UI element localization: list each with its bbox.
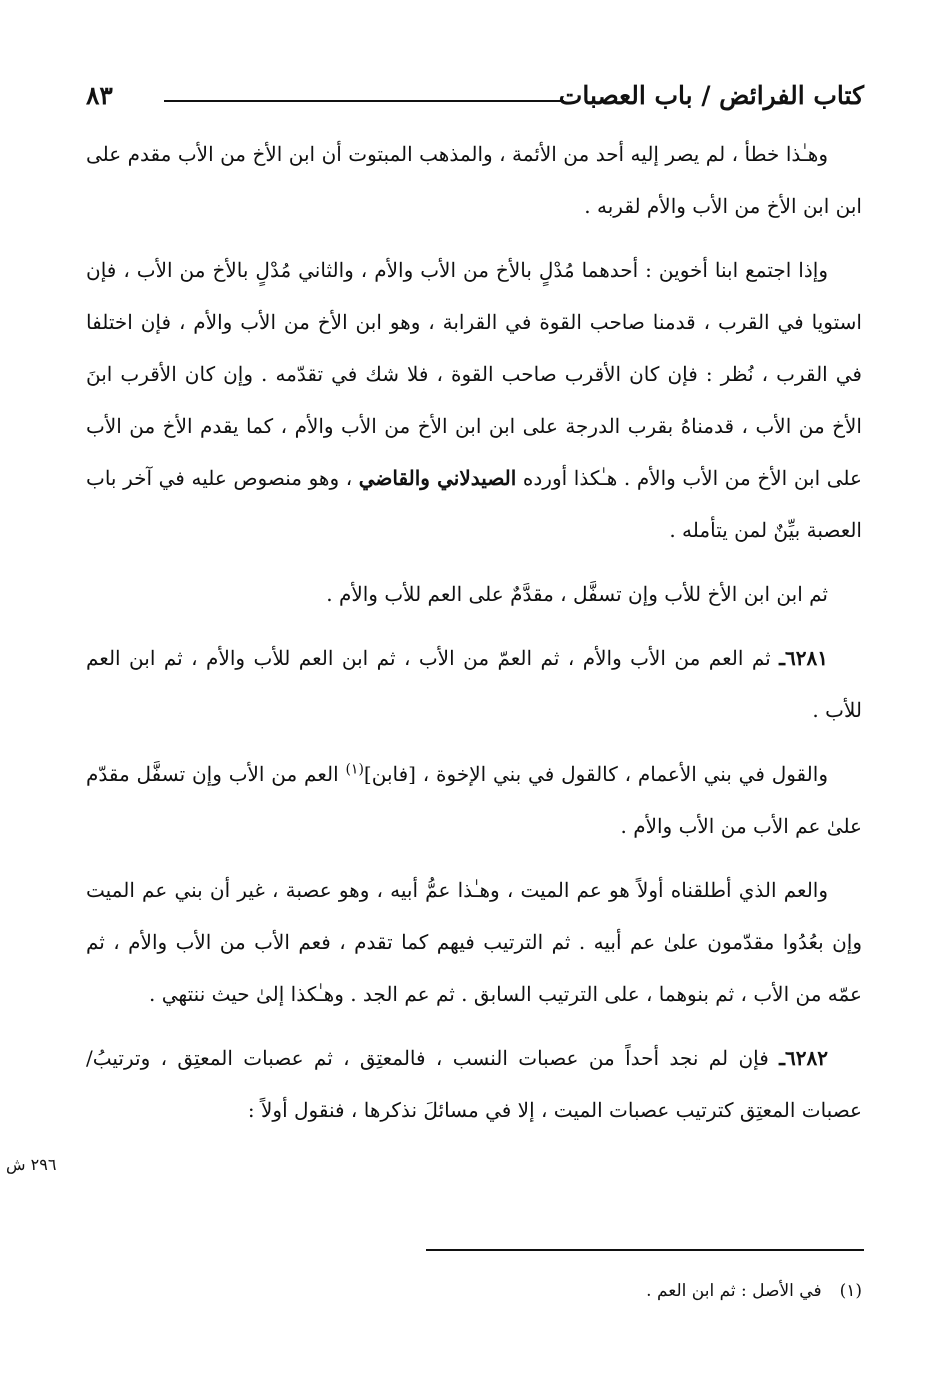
paragraph: [86, 632, 862, 736]
paragraph-text: والعم الذي أطلقناه أولاً هو عم الميت ، وهـٰذا عمُّ أبيه ، وهو عصبة ، غير أن بني عم الميت وإن بعُدُوا مقدّمون علىٰ عم أبيه . ثم الترتيب فيهم كما تقدم ، فعم الأب من الأب والأم ، ثم عمّه من الأب ، ثم بنوهما ، على الترتيب السابق . ثم عم الجد . وهـٰكذا إلىٰ حيث ننتهي .: [86, 878, 862, 1006]
footnote-text: في الأصل : ثم ابن العم .: [646, 1281, 822, 1301]
paragraph-text: ثم العم من الأب والأم ، ثم العمّ من الأب ، ثم ابن العم للأب والأم ، ثم ابن العم للأب .: [86, 646, 862, 722]
paragraph: [86, 244, 862, 556]
footnote-marker: (١): [345, 761, 364, 778]
paragraph: [86, 864, 862, 1020]
paragraph-bold-text: الصيدلاني والقاضي: [358, 466, 517, 490]
paragraph: [86, 568, 862, 620]
footnote: [162, 1274, 862, 1308]
paragraph-text: وهـٰذا خطأ ، لم يصر إليه أحد من الأئمة ، والمذهب المبتوت أن ابن الأخ من الأب مقدم على ابن ابن الأخ من الأب والأم لقربه .: [86, 142, 862, 218]
paragraph-text-tail: العم من الأب وإن تسفَّل مقدّم علىٰ عم الأب من الأب والأم .: [86, 762, 862, 838]
paragraph-text: فإن لم نجد أحداً من عصبات النسب ، فالمعتِق ، ثم عصبات المعتِق ، وترتيبُ/ عصبات المعتِق كترتيب عصبات الميت ، إلا في مسائلَ نذكرها ، فنقول أولاً :: [86, 1046, 862, 1122]
paragraph: [86, 128, 862, 232]
running-header: [86, 76, 864, 116]
page-number: ٨٣: [86, 81, 113, 110]
margin-note: ٢٩٦ ش: [6, 1155, 57, 1174]
main-text: [86, 128, 862, 1148]
paragraph-text-tail: ، وهو منصوص عليه في آخر باب العصبة بيِّنٌ لمن يتأمله .: [86, 466, 862, 542]
paragraph-text: والقول في بني الأعمام ، كالقول في بني الإخوة ، [فابن]: [363, 762, 828, 786]
paragraph-text: ثم ابن ابن الأخ للأب وإن تسفَّل ، مقدَّمٌ على العم للأب والأم .: [326, 582, 828, 606]
paragraph: [86, 1032, 862, 1136]
running-title: كتاب الفرائض / باب العصبات: [558, 81, 864, 110]
footnote-number: (١): [839, 1281, 862, 1301]
footnote-rule: [426, 1249, 864, 1251]
header-rule: [164, 100, 564, 102]
paragraph-number: ٦٢٨٢ـ: [779, 1046, 828, 1070]
paragraph-number: ٦٢٨١ـ: [779, 646, 828, 670]
paragraph: [86, 748, 862, 852]
paragraph-text: وإذا اجتمع ابنا أخوين : أحدهما مُدْلٍ بالأخ من الأب والأم ، والثاني مُدْلٍ بالأخ من الأب ، فإن استويا في القرب ، قدمنا صاحب القوة في القرابة ، وهو ابن الأخ من الأب والأم ، فإن اختلفا في القرب ، نُظر : فإن كان الأقرب صاحب القوة ، فلا شك في تقدّمه . وإن كان الأقرب ابنَ الأخ من الأب ، قدمناهُ بقرب الدرجة على ابن ابن الأخ من الأب والأم ، كما يقدم الأخ من الأب على ابن الأخ من الأب والأم . هـٰكذا أورده: [86, 258, 862, 490]
